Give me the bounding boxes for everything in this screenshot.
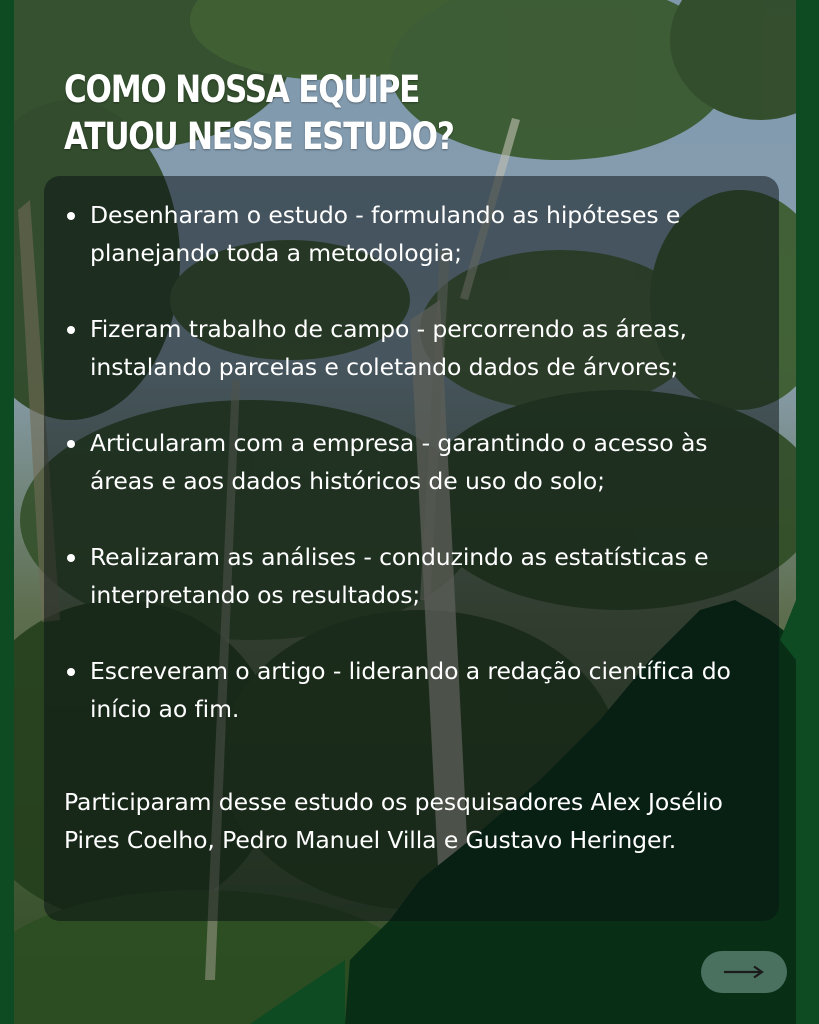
bullet-icon [67,212,75,220]
contribution-list [64,196,774,766]
list-item-text: Fizeram trabalho de campo - percorrendo as áreas, instalando parcelas e coletando dados de árvores; [90,315,687,381]
list-item-text: Articularam com a empresa - garantindo o acesso às áreas e aos dados históricos de uso do solo; [90,429,708,495]
list-item [64,538,774,614]
page-title [64,66,454,160]
bullet-icon [67,668,75,676]
list-item [64,652,774,728]
list-item-text: Desenharam o estudo - formulando as hipóteses e planejando toda a metodologia; [90,201,681,267]
list-item [64,196,774,272]
title-line-1: COMO NOSSA EQUIPE [64,68,420,111]
next-button[interactable] [701,951,787,993]
bullet-icon [67,554,75,562]
title-line-2: ATUOU NESSE ESTUDO? [64,115,454,158]
bullet-icon [67,440,75,448]
participants-paragraph: Participaram desse estudo os pesquisadores Alex Josélio Pires Coelho, Pedro Manuel Villa e Gustavo Heringer. [64,788,723,854]
list-item-text: Realizaram as análises - conduzindo as estatísticas e interpretando os resultados; [90,543,709,609]
arrow-right-icon [723,965,765,979]
bullet-icon [67,326,75,334]
list-item-text: Escreveram o artigo - liderando a redação científica do início ao fim. [90,657,731,723]
list-item [64,310,774,386]
list-item [64,424,774,500]
